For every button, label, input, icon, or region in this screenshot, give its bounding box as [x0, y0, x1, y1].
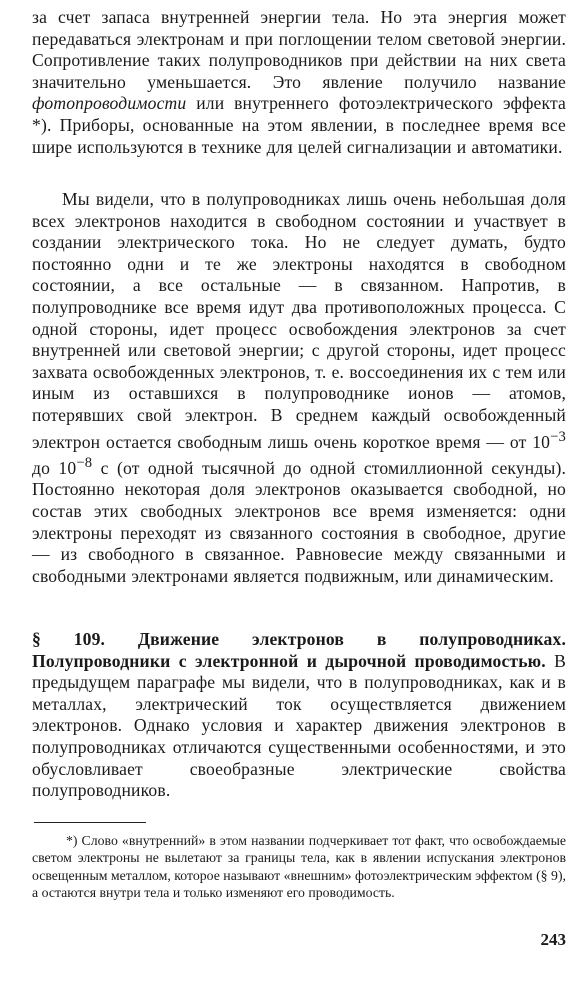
- paragraph-text: до 10: [32, 457, 77, 478]
- paragraph-free-electrons: [32, 189, 566, 587]
- exponent: −3: [550, 428, 566, 445]
- paragraph-text: или внутреннего фотоэлектрического эффекта *). Приборы, основанные на этом явлении, в последнее время все шире используются в технике для целей сигнализации и автоматики.: [32, 93, 566, 157]
- paragraph-photoconductivity: [32, 7, 566, 158]
- page-number: 243: [540, 930, 566, 949]
- section-109: [32, 629, 566, 802]
- paragraph-text: Мы видели, что в полупроводниках лишь очень небольшая доля всех электронов находится в свободном состоянии и участвует в создании электрического тока. Но не следует думать, будто постоянно одни и те же электроны находятся в свободном состоянии, а все остальные — в связанном. Напротив, в полупроводнике все время идут два противоположных процесса. С одной стороны, идет процесс освобождения электронов за счет внутренней или световой энергии; с другой стороны, идет процесс захвата освобожденных электронов, т. е. воссоединения их с тем или иным из оставшихся в полупроводнике ионов — атомов, потерявших свой электрон. В среднем каждый освобожденный электрон остается свободным лишь очень короткое время — от 10: [32, 189, 566, 452]
- footnote: *) Слово «внутренний» в этом названии подчеркивает тот факт, что освобождаемые светом электроны не вылетают за границы тела, как в явлении испускания электронов освещенным металлом, которое называют «внешним» фотоэлектрическим эффектом (§ 9), а остаются внутри тела и только изменяют его проводимость.: [32, 833, 566, 901]
- exponent: −8: [76, 454, 93, 471]
- paragraph-text: с (от одной тысячной до одной стомиллионной секунды). Постоянно некоторая доля электронов оказывается свободной, но состав этих свободных электронов все время изменяется: одни электроны переходят из связанного состояния в свободное, другие — из свободного в связанное. Равновесие между связанными и свободными электронами является подвижным, или динамическим.: [32, 457, 567, 586]
- term-photoconductivity: фотопроводимости: [32, 93, 187, 114]
- section-heading: § 109. Движение электронов в полупроводниках. Полупроводники с электронной и дырочной проводимостью.: [32, 629, 566, 671]
- footnote-divider: [34, 822, 146, 823]
- paragraph-text: за счет запаса внутренней энергии тела. Но эта энергия может передаваться электронам и при поглощении телом световой энергии. Сопротивление таких полупроводников при действии на них света значительно уменьшается. Это явление получило название: [32, 7, 566, 92]
- section-text: В предыдущем параграфе мы видели, что в полупроводниках, как и в металлах, электрический ток осуществляется движением электронов. Однако условия и характер движения электронов в полупроводниках отличаются существенными особенностями, и это обусловливает своеобразные электрические свойства полупроводников.: [32, 650, 566, 801]
